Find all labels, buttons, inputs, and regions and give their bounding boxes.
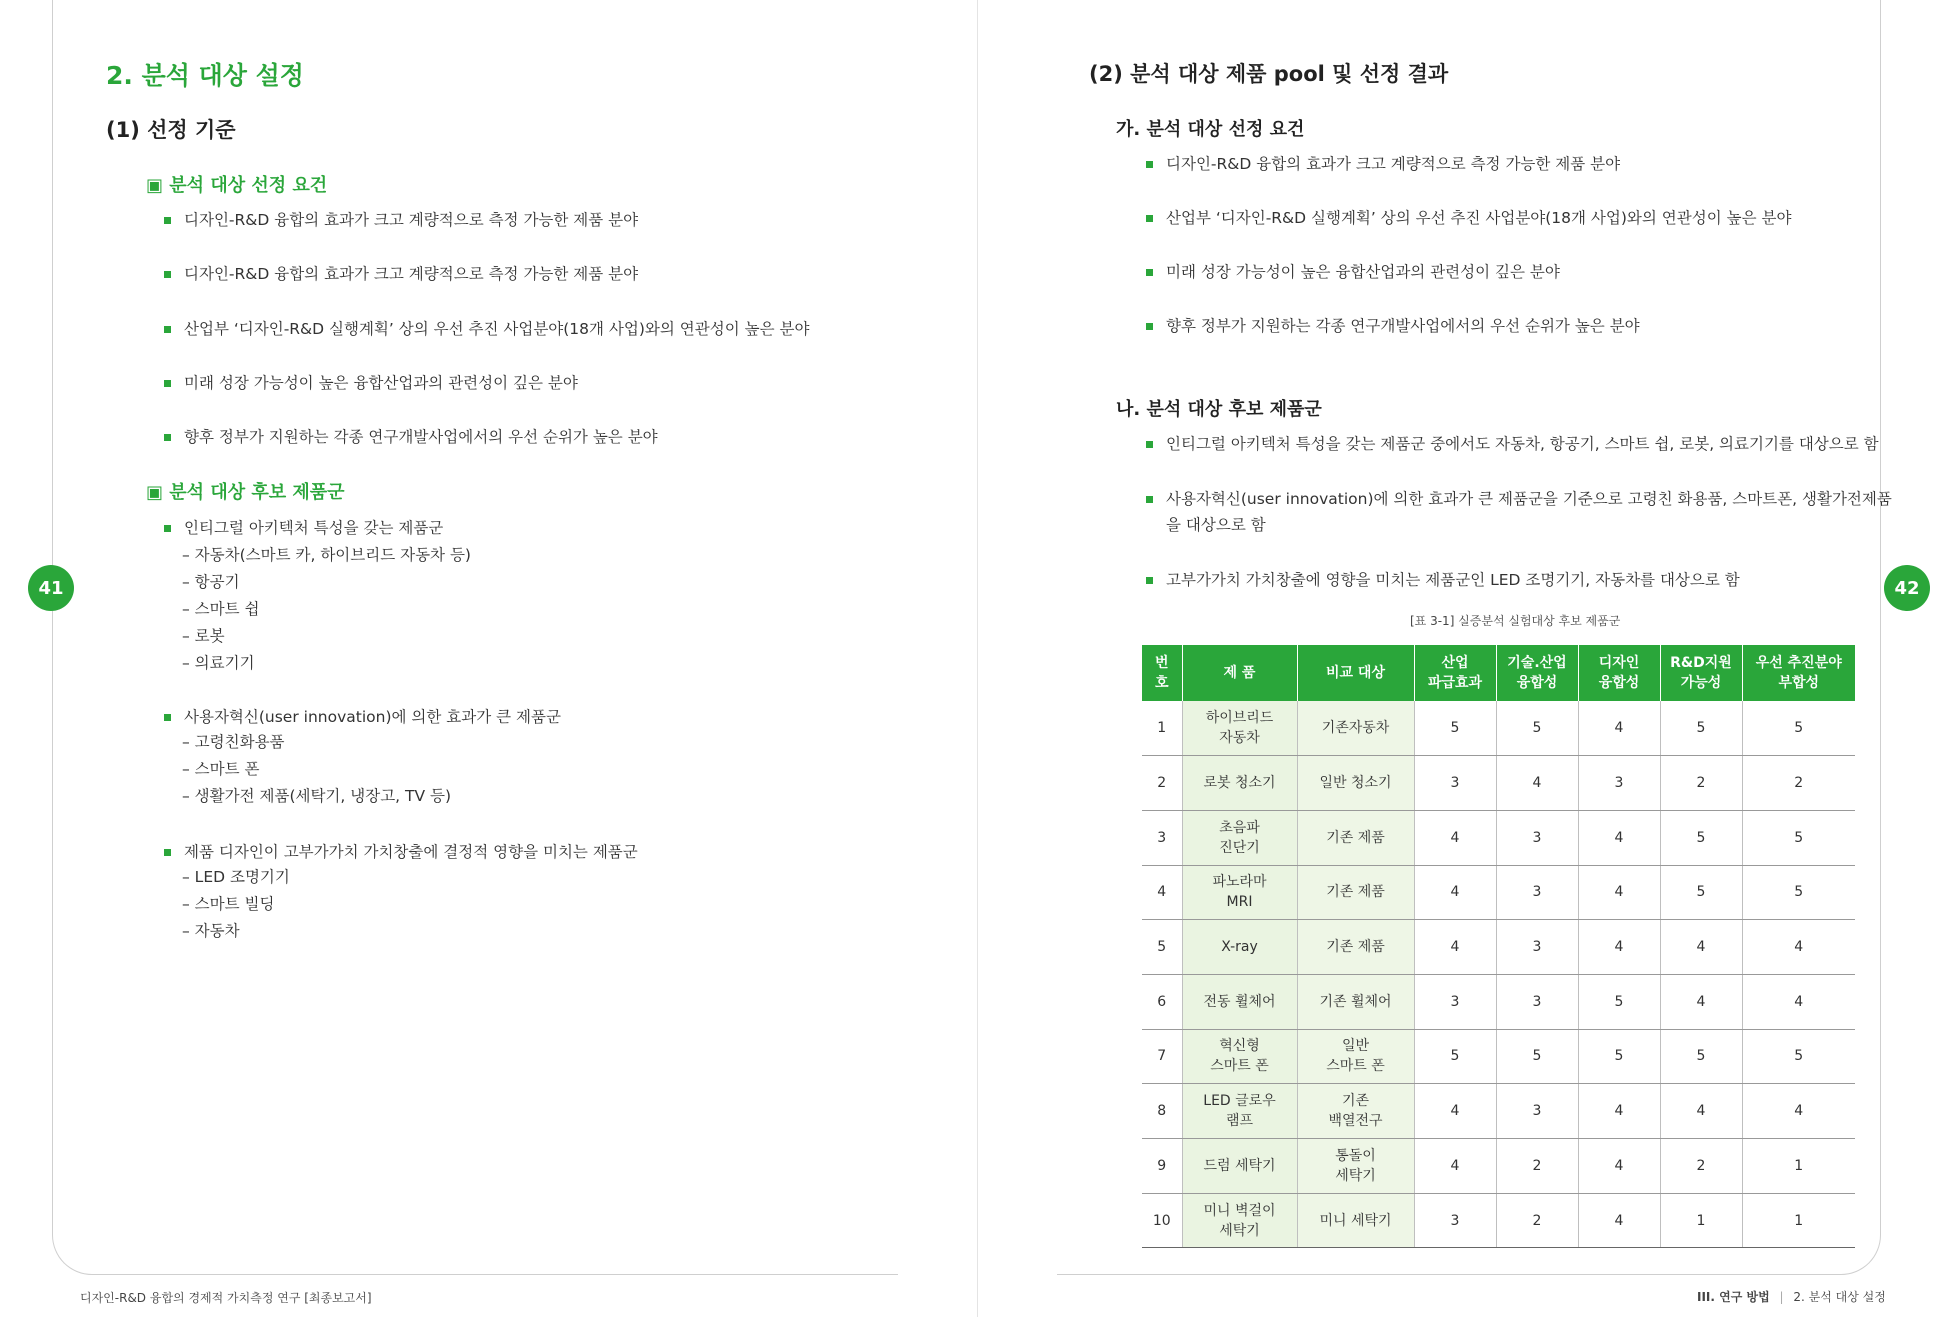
cell-line: 기존 제품 <box>1326 939 1385 956</box>
cell-line: 4 <box>1696 993 1706 1010</box>
table-caption: [표 3-1] 실증분석 실험대상 후보 제품군 <box>1410 614 1621 628</box>
cell-line: 3 <box>1450 1212 1460 1229</box>
header-line: 융합성 <box>1516 675 1558 691</box>
cell-line: 4 <box>1614 720 1624 737</box>
cell-line: 4 <box>1157 884 1167 901</box>
score-cell <box>1742 974 1855 1029</box>
score-cell <box>1660 1139 1742 1194</box>
sub-item: – 자동차(스마트 카, 하이브리드 자동차 등) <box>182 546 471 564</box>
compare-cell <box>1297 1139 1414 1194</box>
column-header <box>1742 645 1855 701</box>
product-cell <box>1182 756 1297 811</box>
product-cell <box>1182 865 1297 920</box>
cell-line: 4 <box>1614 1212 1624 1229</box>
compare-cell <box>1297 1193 1414 1248</box>
cell-line: 4 <box>1696 1103 1706 1120</box>
list-item: 산업부 ‘디자인-R&D 실행계획’ 상의 우선 추진 사업분야(18개 사업)와의 연관성이 높은 분야 <box>164 316 809 342</box>
cell-line: 3 <box>1532 884 1542 901</box>
sub-item: – 항공기 <box>182 573 240 591</box>
list-item-continuation: 을 대상으로 함 <box>1166 516 1266 534</box>
score-cell <box>1496 1139 1578 1194</box>
cell-line: 미니 벽걸이 <box>1203 1202 1276 1219</box>
cell-line: 1 <box>1157 720 1167 737</box>
column-header <box>1414 645 1496 701</box>
cell-line: 9 <box>1157 1157 1167 1174</box>
cell-line: LED 글로우 <box>1203 1093 1276 1110</box>
group-title: 사용자혁신(user innovation)에 의한 효과가 큰 제품군 <box>164 704 561 730</box>
score-cell <box>1660 810 1742 865</box>
cell-line: 1 <box>1696 1212 1706 1229</box>
score-cell <box>1414 865 1496 920</box>
score-cell <box>1578 1193 1660 1248</box>
list-item: 미래 성장 가능성이 높은 융합산업과의 관련성이 깊은 분야 <box>1146 259 1560 285</box>
cell-line: 2 <box>1532 1212 1542 1229</box>
cell-line: 세탁기 <box>1335 1167 1376 1184</box>
table-row <box>1142 810 1855 865</box>
header-line: 기술.산업 <box>1507 655 1567 671</box>
cell-line: 기존 제품 <box>1326 884 1385 901</box>
cell-line: 일반 <box>1341 1038 1370 1055</box>
cell-line: 미니 세탁기 <box>1319 1212 1392 1229</box>
footer-section: 2. 분석 대상 설정 <box>1793 1290 1886 1304</box>
score-cell <box>1496 920 1578 975</box>
cell-line: 4 <box>1450 939 1460 956</box>
na-heading: 나. 분석 대상 후보 제품군 <box>1116 399 1322 420</box>
cell-line: 진단기 <box>1219 839 1260 856</box>
column-header <box>1182 645 1297 701</box>
page-number-badge: 42 <box>1884 565 1930 611</box>
cell-line: 1 <box>1794 1212 1804 1229</box>
score-cell <box>1414 810 1496 865</box>
cell-line: 5 <box>1794 829 1804 846</box>
cell-line: 기존자동차 <box>1321 720 1390 737</box>
cell-line: 5 <box>1614 1048 1624 1065</box>
list-item: 산업부 ‘디자인-R&D 실행계획’ 상의 우선 추진 사업분야(18개 사업)와의 연관성이 높은 분야 <box>1146 205 1791 231</box>
product-cell <box>1182 1193 1297 1248</box>
row-number-cell <box>1142 920 1182 975</box>
score-cell <box>1414 1084 1496 1139</box>
cell-line: 1 <box>1794 1157 1804 1174</box>
header-line: 번 <box>1154 655 1169 671</box>
cell-line: 4 <box>1696 939 1706 956</box>
cell-line: 5 <box>1614 993 1624 1010</box>
cell-line: 3 <box>1157 829 1167 846</box>
cell-line: 4 <box>1450 884 1460 901</box>
cell-line: 혁신형 <box>1219 1038 1260 1055</box>
product-cell <box>1182 1029 1297 1084</box>
compare-cell <box>1297 1084 1414 1139</box>
list-item: 디자인-R&D 융합의 효과가 크고 계량적으로 측정 가능한 제품 분야 <box>164 207 638 233</box>
table-body <box>1142 701 1855 1248</box>
header-line: 산업 <box>1441 655 1469 671</box>
cell-line: 5 <box>1794 1048 1804 1065</box>
cell-line: 파노라마 <box>1212 874 1267 891</box>
score-cell <box>1742 1139 1855 1194</box>
cell-line: 세탁기 <box>1219 1222 1260 1239</box>
header-line: 융합성 <box>1598 675 1640 691</box>
footer-separator: | <box>1779 1290 1784 1304</box>
footer-nav <box>1697 1288 1886 1305</box>
cell-line: 2 <box>1696 775 1706 792</box>
cell-line: 3 <box>1532 993 1542 1010</box>
table-row <box>1142 756 1855 811</box>
cell-line: 5 <box>1532 1048 1542 1065</box>
cell-line: 4 <box>1450 1157 1460 1174</box>
product-cell <box>1182 701 1297 756</box>
candidate-table <box>1142 645 1855 1248</box>
score-cell <box>1742 1029 1855 1084</box>
list-item: 고부가가치 가치창출에 영향을 미치는 제품군인 LED 조명기기, 자동차를 대상으로 함 <box>1146 567 1740 593</box>
header-line: 가능성 <box>1680 675 1722 691</box>
score-cell <box>1742 865 1855 920</box>
list-item: 향후 정부가 지원하는 각종 연구개발사업에서의 우선 순위가 높은 분야 <box>164 424 658 450</box>
list-item: 디자인-R&D 융합의 효과가 크고 계량적으로 측정 가능한 제품 분야 <box>1146 151 1620 177</box>
table-row <box>1142 865 1855 920</box>
compare-cell <box>1297 1029 1414 1084</box>
cell-line: 로봇 청소기 <box>1203 775 1276 792</box>
cell-line: 4 <box>1614 829 1624 846</box>
header-line: 디자인 <box>1598 655 1640 671</box>
row-number-cell <box>1142 974 1182 1029</box>
score-cell <box>1660 701 1742 756</box>
product-cell <box>1182 810 1297 865</box>
score-cell <box>1660 1084 1742 1139</box>
cell-line: 5 <box>1794 884 1804 901</box>
cell-line: 5 <box>1696 829 1706 846</box>
cell-line: 초음파 <box>1219 819 1260 836</box>
score-cell <box>1414 1193 1496 1248</box>
cell-line: 기존 제품 <box>1326 829 1385 846</box>
sub-item: – 스마트 빌딩 <box>182 895 275 913</box>
list-item: 인티그럴 아키텍처 특성을 갖는 제품군 중에서도 자동차, 항공기, 스마트 쉽, 로봇, 의료기기를 대상으로 함 <box>1146 431 1879 457</box>
compare-cell <box>1297 810 1414 865</box>
group-title: 인티그럴 아키텍처 특성을 갖는 제품군 <box>164 515 443 541</box>
cell-line: 4 <box>1450 1103 1460 1120</box>
table-row <box>1142 1029 1855 1084</box>
column-header <box>1660 645 1742 701</box>
cell-line: 드럼 세탁기 <box>1203 1157 1276 1174</box>
score-cell <box>1578 1139 1660 1194</box>
cell-line: 4 <box>1794 939 1804 956</box>
score-cell <box>1742 1193 1855 1248</box>
score-cell <box>1496 701 1578 756</box>
cell-line: 4 <box>1614 1103 1624 1120</box>
cell-line: 4 <box>1794 993 1804 1010</box>
cell-line: 5 <box>1157 939 1167 956</box>
cell-line: 5 <box>1794 720 1804 737</box>
cell-line: 5 <box>1450 720 1460 737</box>
cell-line: 3 <box>1532 829 1542 846</box>
header-line: 부합성 <box>1778 675 1820 691</box>
column-header <box>1578 645 1660 701</box>
score-cell <box>1496 1029 1578 1084</box>
product-cell <box>1182 974 1297 1029</box>
cell-line: 7 <box>1157 1048 1167 1065</box>
row-number-cell <box>1142 1029 1182 1084</box>
score-cell <box>1414 920 1496 975</box>
score-cell <box>1578 920 1660 975</box>
score-cell <box>1496 974 1578 1029</box>
cell-line: 백열전구 <box>1328 1113 1383 1130</box>
cell-line: 2 <box>1696 1157 1706 1174</box>
score-cell <box>1660 1193 1742 1248</box>
list-item: 미래 성장 가능성이 높은 융합산업과의 관련성이 깊은 분야 <box>164 370 578 396</box>
cell-line: 6 <box>1157 993 1167 1010</box>
score-cell <box>1496 1193 1578 1248</box>
page-number-badge: 41 <box>28 565 74 611</box>
cell-line: X-ray <box>1221 939 1258 956</box>
header-line: 파급효과 <box>1427 675 1483 691</box>
cell-line: 램프 <box>1225 1113 1254 1130</box>
cell-line: 8 <box>1157 1103 1167 1120</box>
score-cell <box>1660 756 1742 811</box>
subsection-title: (1) 선정 기준 <box>106 118 236 142</box>
row-number-cell <box>1142 810 1182 865</box>
cell-line: 3 <box>1614 775 1624 792</box>
cell-line: 4 <box>1614 1157 1624 1174</box>
cell-line: 일반 청소기 <box>1319 775 1392 792</box>
score-cell <box>1660 1029 1742 1084</box>
candidate-heading: ▣ 분석 대상 후보 제품군 <box>146 482 345 503</box>
list-item: 사용자혁신(user innovation)에 의한 효과가 큰 제품군을 기준으로 고령친 화용품, 스마트폰, 생활가전제품 <box>1146 486 1892 512</box>
subsection-title: (2) 분석 대상 제품 pool 및 선정 결과 <box>1089 62 1449 86</box>
cell-line: 2 <box>1157 775 1167 792</box>
score-cell <box>1660 865 1742 920</box>
row-number-cell <box>1142 1139 1182 1194</box>
footer-chapter: III. 연구 방법 <box>1697 1290 1770 1304</box>
section-title: 2. 분석 대상 설정 <box>106 61 304 90</box>
row-number-cell <box>1142 1193 1182 1248</box>
score-cell <box>1414 974 1496 1029</box>
compare-cell <box>1297 756 1414 811</box>
cell-line: 스마트 폰 <box>1326 1058 1385 1075</box>
cell-line: 기존 휠체어 <box>1319 993 1392 1010</box>
score-cell <box>1578 865 1660 920</box>
cell-line: 5 <box>1696 720 1706 737</box>
cell-line: 2 <box>1532 1157 1542 1174</box>
cell-line: 3 <box>1450 993 1460 1010</box>
cell-line: 3 <box>1532 939 1542 956</box>
score-cell <box>1496 865 1578 920</box>
column-header <box>1496 645 1578 701</box>
header-line: 제 품 <box>1223 665 1256 681</box>
cell-line: 4 <box>1614 939 1624 956</box>
sub-item: – 고령친화용품 <box>182 733 285 751</box>
product-cell <box>1182 920 1297 975</box>
score-cell <box>1742 756 1855 811</box>
score-cell <box>1496 810 1578 865</box>
cell-line: MRI <box>1226 894 1253 911</box>
score-cell <box>1578 1029 1660 1084</box>
table-row <box>1142 701 1855 756</box>
score-cell <box>1742 1084 1855 1139</box>
sub-item: – 자동차 <box>182 922 240 940</box>
product-cell <box>1182 1139 1297 1194</box>
score-cell <box>1496 1084 1578 1139</box>
cell-line: 3 <box>1450 775 1460 792</box>
compare-cell <box>1297 920 1414 975</box>
compare-cell <box>1297 974 1414 1029</box>
table-row <box>1142 920 1855 975</box>
table-row <box>1142 974 1855 1029</box>
cell-line: 4 <box>1614 884 1624 901</box>
cell-line: 5 <box>1532 720 1542 737</box>
column-header <box>1142 645 1182 701</box>
cell-line: 스마트 폰 <box>1210 1058 1269 1075</box>
sub-item: – 생활가전 제품(세탁기, 냉장고, TV 등) <box>182 787 452 805</box>
cell-line: 5 <box>1450 1048 1460 1065</box>
score-cell <box>1414 1029 1496 1084</box>
cell-line: 4 <box>1794 1103 1804 1120</box>
score-cell <box>1742 810 1855 865</box>
score-cell <box>1660 920 1742 975</box>
cell-line: 3 <box>1532 1103 1542 1120</box>
score-cell <box>1578 1084 1660 1139</box>
sub-item: – 스마트 쉽 <box>182 600 260 618</box>
table-row <box>1142 1084 1855 1139</box>
compare-cell <box>1297 701 1414 756</box>
score-cell <box>1742 920 1855 975</box>
compare-cell <box>1297 865 1414 920</box>
row-number-cell <box>1142 1084 1182 1139</box>
score-cell <box>1496 756 1578 811</box>
sub-item: – 스마트 폰 <box>182 760 260 778</box>
table-row <box>1142 1139 1855 1194</box>
score-cell <box>1742 701 1855 756</box>
cell-line: 하이브리드 <box>1205 710 1274 727</box>
cell-line: 2 <box>1794 775 1804 792</box>
row-number-cell <box>1142 865 1182 920</box>
list-item: 향후 정부가 지원하는 각종 연구개발사업에서의 우선 순위가 높은 분야 <box>1146 313 1640 339</box>
group-title: 제품 디자인이 고부가가치 가치창출에 결정적 영향을 미치는 제품군 <box>164 839 638 865</box>
score-cell <box>1660 974 1742 1029</box>
header-line: 비교 대상 <box>1326 665 1385 681</box>
row-number-cell <box>1142 701 1182 756</box>
score-cell <box>1578 974 1660 1029</box>
cell-line: 5 <box>1696 1048 1706 1065</box>
header-line: 우선 추진분야 <box>1755 655 1842 671</box>
score-cell <box>1578 756 1660 811</box>
score-cell <box>1414 1139 1496 1194</box>
table-header-row <box>1142 645 1855 701</box>
score-cell <box>1414 756 1496 811</box>
sub-item: – LED 조명기기 <box>182 868 290 886</box>
cell-line: 자동차 <box>1219 730 1260 747</box>
requirements-heading: ▣ 분석 대상 선정 요건 <box>146 175 328 196</box>
cell-line: 4 <box>1450 829 1460 846</box>
row-number-cell <box>1142 756 1182 811</box>
table-row <box>1142 1193 1855 1248</box>
sub-item: – 로봇 <box>182 627 225 645</box>
cell-line: 기존 <box>1341 1093 1370 1110</box>
ga-heading: 가. 분석 대상 선정 요건 <box>1116 119 1305 140</box>
cell-line: 5 <box>1696 884 1706 901</box>
footer-title: 디자인-R&D 융합의 경제적 가치측정 연구 [최종보고서] <box>80 1291 372 1305</box>
column-header <box>1297 645 1414 701</box>
cell-line: 4 <box>1532 775 1542 792</box>
header-line: R&D지원 <box>1670 655 1732 671</box>
product-cell <box>1182 1084 1297 1139</box>
cell-line: 전동 휠체어 <box>1203 993 1276 1010</box>
cell-line: 통돌이 <box>1335 1147 1376 1164</box>
header-line: 호 <box>1154 675 1169 691</box>
score-cell <box>1578 701 1660 756</box>
score-cell <box>1578 810 1660 865</box>
score-cell <box>1414 701 1496 756</box>
cell-line: 10 <box>1152 1212 1171 1229</box>
list-item: 디자인-R&D 융합의 효과가 크고 계량적으로 측정 가능한 제품 분야 <box>164 261 638 287</box>
sub-item: – 의료기기 <box>182 654 255 672</box>
